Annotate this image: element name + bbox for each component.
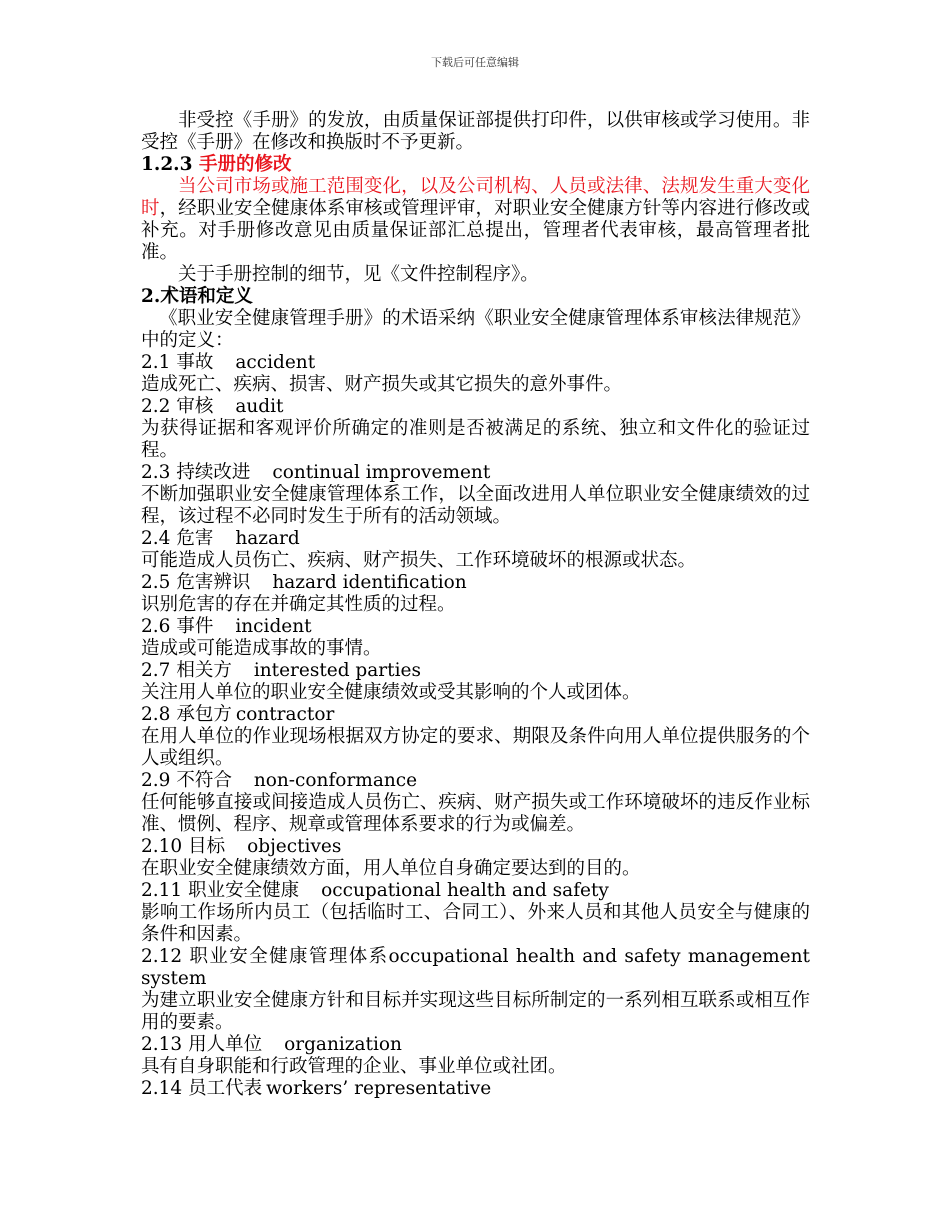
terms-list — [141, 352, 810, 1100]
term-heading — [141, 616, 810, 638]
term-chinese: 相关方 — [176, 660, 232, 681]
section-number: 1.2.3 — [141, 154, 193, 175]
term-number: 2.14 — [141, 1078, 189, 1099]
term-definition: 可能造成人员伤亡、疾病、财产损失、工作环境破坏的根源或状态。 — [141, 550, 697, 571]
term-number: 2.6 — [141, 616, 177, 637]
term-chinese: 持续改进 — [176, 462, 251, 483]
term-heading — [141, 528, 810, 550]
term-chinese: 用人单位 — [188, 1034, 263, 1055]
term-chinese: 危害 — [176, 528, 214, 549]
term-heading — [141, 462, 810, 484]
section-number: 2. — [141, 286, 161, 307]
document-body — [141, 110, 810, 1100]
term-number: 2.8 — [141, 704, 177, 725]
term-definition: 为建立职业安全健康方针和目标并实现这些目标所制定的一系列相互联系或相互作用的要素。 — [141, 990, 810, 1033]
term-english: contractor — [235, 704, 335, 725]
paragraph-terms-intro: 《职业安全健康管理手册》的术语采纳《职业安全健康管理体系审核法律规范》中的定义： — [141, 308, 810, 351]
term-number: 2.9 — [141, 770, 177, 791]
term-chinese: 职业安全健康 — [188, 880, 300, 901]
term-chinese: 审核 — [176, 396, 214, 417]
term-number: 2.12 — [141, 946, 190, 967]
paragraph-manual-revision — [141, 176, 810, 264]
term-english: organization — [284, 1034, 402, 1055]
term-heading — [141, 946, 810, 990]
term-english: incident — [235, 616, 312, 637]
term-chinese: 事件 — [176, 616, 214, 637]
term-english: hazard identification — [272, 572, 467, 593]
term-chinese: 承包方 — [176, 704, 232, 725]
term-heading — [141, 770, 810, 792]
term-english: accident — [235, 352, 316, 373]
page-header: 下载后可任意编辑 — [431, 56, 519, 69]
term-definition: 为获得证据和客观评价所确定的准则是否被满足的系统、独立和文件化的验证过程。 — [141, 418, 810, 461]
term-definition: 造成死亡、疾病、损害、财产损失或其它损失的意外事件。 — [141, 374, 623, 395]
section-heading-1-2-3 — [141, 154, 810, 176]
term-chinese: 事故 — [176, 352, 214, 373]
term-number: 2.5 — [141, 572, 177, 593]
term-heading — [141, 396, 810, 418]
term-definition: 在职业安全健康绩效方面，用人单位自身确定要达到的目的。 — [141, 858, 641, 879]
term-heading — [141, 880, 810, 902]
term-definition: 任何能够直接或间接造成人员伤亡、疾病、财产损失或工作环境破坏的违反作业标准、惯例、程序、规章或管理体系要求的行为或偏差。 — [141, 792, 810, 835]
term-number: 2.2 — [141, 396, 177, 417]
term-number: 2.3 — [141, 462, 177, 483]
section-heading-2 — [141, 286, 810, 308]
term-chinese: 目标 — [188, 836, 226, 857]
term-number: 2.10 — [141, 836, 189, 857]
section-title: 术语和定义 — [160, 286, 253, 307]
paragraph-uncontrolled-manual: 非受控《手册》的发放，由质量保证部提供打印件，以供审核或学习使用。非受控《手册》在修改和换版时不予更新。 — [141, 110, 810, 153]
term-number: 2.4 — [141, 528, 177, 549]
paragraph-control-details: 关于手册控制的细节，见《文件控制程序》。 — [178, 264, 539, 285]
term-english: non-conformance — [253, 770, 418, 791]
term-number: 2.7 — [141, 660, 177, 681]
term-english: objectives — [247, 836, 342, 857]
term-chinese: 不符合 — [176, 770, 232, 791]
section-title: 手册的修改 — [198, 154, 292, 175]
term-definition: 不断加强职业安全健康管理体系工作，以全面改进用人单位职业安全健康绩效的过程，该过程不必同时发生于所有的活动领域。 — [141, 484, 810, 527]
term-english: interested parties — [253, 660, 421, 681]
term-chinese: 危害辨识 — [176, 572, 251, 593]
term-definition: 具有自身职能和行政管理的企业、事业单位或社团。 — [141, 1056, 567, 1077]
term-number: 2.11 — [141, 880, 189, 901]
term-heading — [141, 572, 810, 594]
term-heading — [141, 1078, 810, 1100]
term-chinese: 员工代表 — [188, 1078, 263, 1099]
term-chinese: 职业安全健康管理体系 — [189, 946, 389, 967]
term-english: occupational health and safety management system — [141, 946, 810, 989]
paragraph-text: ，经职业安全健康体系审核或管理评审，对职业安全健康方针等内容进行修改或补充。对手册修改意见由质量保证部汇总提出，管理者代表审核，最高管理者批准。 — [141, 198, 810, 263]
term-heading — [141, 704, 810, 726]
term-definition: 造成或可能造成事故的事情。 — [141, 638, 382, 659]
term-heading — [141, 836, 810, 858]
term-heading — [141, 1034, 810, 1056]
term-english: audit — [235, 396, 284, 417]
term-definition: 识别危害的存在并确定其性质的过程。 — [141, 594, 456, 615]
term-english: continual improvement — [272, 462, 491, 483]
term-definition: 影响工作场所内员工（包括临时工、合同工）、外来人员和其他人员安全与健康的条件和因素。 — [141, 902, 810, 945]
term-english: hazard — [235, 528, 300, 549]
term-definition: 关注用人单位的职业安全健康绩效或受其影响的个人或团体。 — [141, 682, 641, 703]
highlighted-text: 当公司市场或施工范围变化，以及公司机构、人员或法律、法规发生重大变化时 — [141, 176, 810, 219]
term-number: 2.1 — [141, 352, 177, 373]
term-heading — [141, 352, 810, 374]
term-heading — [141, 660, 810, 682]
term-definition: 在用人单位的作业现场根据双方协定的要求、期限及条件向用人单位提供服务的个人或组织。 — [141, 726, 810, 769]
term-number: 2.13 — [141, 1034, 189, 1055]
term-english: occupational health and safety — [321, 880, 609, 901]
term-english: workers’ representative — [266, 1078, 492, 1099]
